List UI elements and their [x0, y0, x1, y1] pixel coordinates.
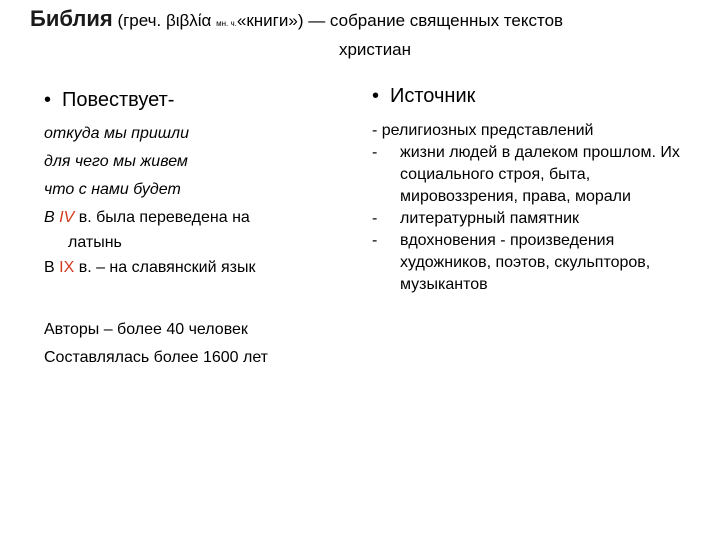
left-line-iv	[44, 204, 344, 232]
title-line-1	[30, 4, 700, 39]
right-item-literary	[372, 208, 692, 230]
right-heading	[372, 82, 692, 110]
dash-marker: -	[372, 210, 378, 227]
left-line-authors: Авторы – более 40 человек	[44, 321, 248, 338]
ix-prefix: В	[44, 259, 60, 276]
right-heading-text: Источник	[390, 85, 476, 107]
title-greek: (греч. βιβλία	[112, 11, 217, 30]
title-word: Библия	[30, 6, 113, 31]
ix-century: IX	[59, 259, 75, 276]
left-column	[44, 86, 344, 372]
dash-marker: -	[372, 144, 378, 161]
right-item-life-text: жизни людей в далеком прошлом. Их социального строя, быта, мировоззрения, права, морали	[400, 144, 680, 205]
bullet-icon: •	[44, 89, 52, 111]
right-column	[372, 82, 692, 296]
left-line-origin: откуда мы пришли	[44, 125, 189, 142]
right-item-religious: - религиозных представлений	[372, 122, 594, 139]
iv-text: в. была переведена на	[74, 209, 250, 226]
left-line-future: что с нами будет	[44, 181, 181, 198]
right-item-inspiration	[372, 230, 692, 296]
title-definition: «книги») — собрание священных текстов	[236, 11, 564, 30]
iv-prefix: В	[44, 209, 60, 226]
left-heading-text: Повествует-	[62, 89, 175, 111]
ix-text: в. – на славянский язык	[74, 259, 256, 276]
iv-century: IV	[59, 209, 75, 226]
left-line-years: Составлялась более 1600 лет	[44, 349, 269, 366]
right-item-life	[372, 142, 692, 208]
dash-marker: -	[372, 232, 378, 249]
left-heading	[44, 86, 344, 114]
bullet-icon: •	[372, 85, 380, 107]
left-line-purpose: для чего мы живем	[44, 153, 188, 170]
title-block	[30, 4, 700, 61]
title-abbrev: мн. ч.	[216, 19, 237, 28]
left-line-ix	[44, 254, 344, 282]
left-line-iv-cont: латынь	[68, 234, 122, 251]
right-item-literary-text: литературный памятник	[400, 210, 580, 227]
right-item-inspiration-text: вдохновения - произведения художников, поэтов, скульпторов, музыкантов	[400, 232, 651, 293]
title-line-2: христиан	[338, 40, 412, 59]
